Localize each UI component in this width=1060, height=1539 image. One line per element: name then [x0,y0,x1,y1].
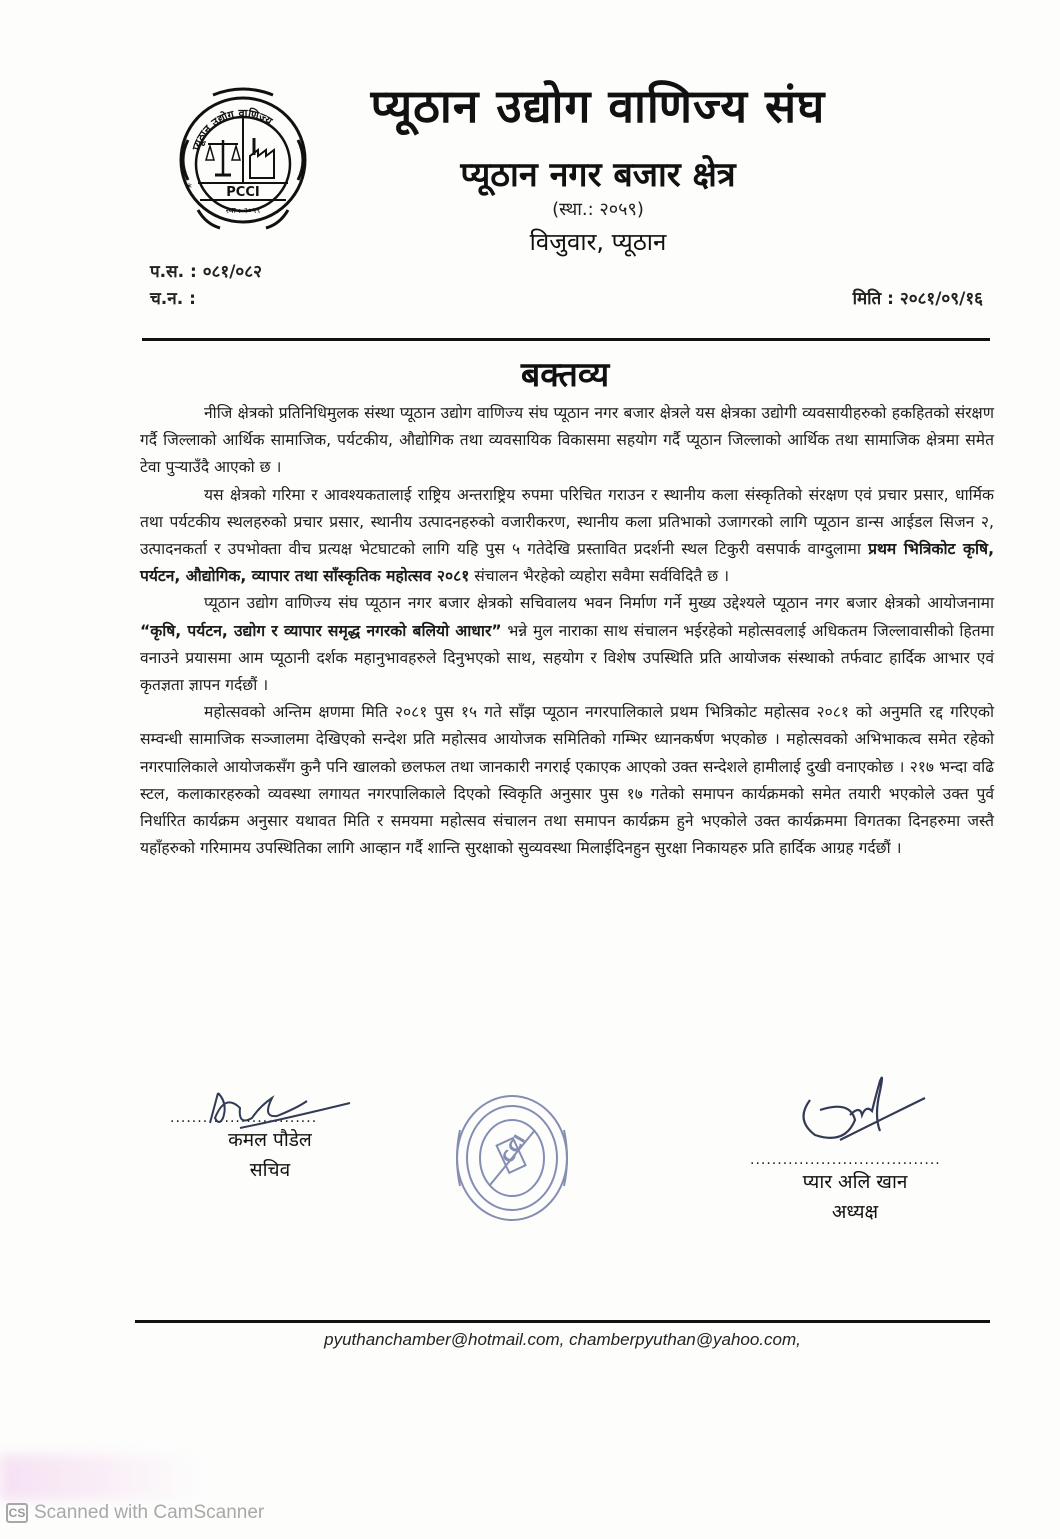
footer-divider [135,1320,990,1323]
paragraph-2-text-b: संचालन भैरहेको व्यहोरा सवैमा सर्वविदितै छ । [469,567,730,586]
chairman-name: प्यार अलि खान [802,1171,908,1193]
pcci-seal-icon [168,80,318,240]
scan-smudge [0,1455,200,1500]
signatory-chairman [750,1070,960,1224]
signature-secretary-icon [200,1078,370,1138]
signature-chairman-icon [790,1070,930,1145]
dispatch-number: च.न. : [150,289,196,309]
svg-text:स्था : २०५९: स्था : २०५९ [225,206,261,215]
paragraph-3 [140,590,994,699]
camscanner-watermark [6,1502,264,1524]
paragraph-2-festival-name: प्रथम भित्रिकोट कृषि, पर्यटन, औद्योगिक, व्यापार तथा साँस्कृतिक महोत्सव २०८१ [140,540,994,586]
svg-text:CCI: CCI [497,1131,530,1167]
org-name: प्यूठान उद्योग वाणिज्य संघ [370,79,826,133]
address: विजुवार, प्यूठान [529,228,667,256]
official-stamp [450,1090,575,1225]
signatory-secretary [170,1110,370,1182]
paragraph-4: महोत्सवको अन्तिम क्षणमा मिति २०८१ पुस १५ गते साँझ प्यूठान नगरपालिकाले प्रथम भित्रिकोट महोत्सव २०८१ को अनुमति रद्द गरिएको सम्वन्धी सामाजिक सञ्जालमा देखिएको सन्देश प्रति महोत्सव आयोजक समितिको गम्भिर ध्यानकर्षण भएकोछ । महोत्सवको अभिभाकत्व समेत रहेको नगरपालिकाले आयोजकसँग कुनै पनि खालको छलफल तथा जानकारी नगराई एकाएक आएको उक्त सन्देशले हामीलाई दुखी वनाएकोछ । २१७ भन्दा वढि स्टल, कलाकारहरुको व्यवस्था लगायत नगरपालिकाले दिएको स्विकृति अनुसार पुस १७ गतेको समापन कार्यक्रमको समेत तयारी भएकोले उक्त पुर्व निर्धारित कार्यक्रम अनुसार यथावत मिति र समयमा महोत्सव संचालन तथा समापन कार्यक्रम हुने भएकोले उक्त कार्यक्रममा विगतका दिनहरुमा जस्तै यहाँहरुको गरिमामय उपस्थितिका लागि आव्हान गर्दै शान्ति सुरक्षाको सुव्यवस्था मिलाईदिनहुन सुरक्षा निकायहरु प्रति हार्दिक आग्रह गर्दछौं । [140,703,994,858]
secretary-name: कमल पौडेल [228,1129,312,1151]
signature-line: ................................... [750,1152,941,1168]
chairman-role: अध्यक्ष [831,1201,879,1223]
svg-text:PCCI: PCCI [226,185,260,200]
secretary-role: सचिव [249,1159,291,1181]
svg-text:प्यूठान उद्योग वाणिज्य: प्यूठान उद्योग वाणिज्य [189,106,275,152]
reference-number: प.स. : ०८१/०८२ [150,262,262,282]
paragraph-2 [140,482,994,591]
paragraph-1: नीजि क्षेत्रको प्रतिनिधिमुलक संस्था प्यूठान उद्योग वाणिज्य संघ प्यूठान नगर बजार क्षेत्रले यस क्षेत्रका उद्योगी व्यवसायीहरुको हकहितको संरक्षण गर्दै जिल्लाको आर्थिक सामाजिक, पर्यटकीय, औद्योगिक तथा व्यवसायिक विकासमा सहयोग गर्दै प्यूठान जिल्लाको आर्थिक तथा सामाजिक क्षेत्रमा समेत टेवा पुऱ्याउँदै आएको छ । [140,404,994,477]
pcci-logo [168,80,318,240]
document-heading: बक्तव्य [520,355,610,395]
paragraph-3-text-b: भन्ने मुल नाराका साथ संचालन भईरहेको महोत्सवलाई अधिकतम जिल्लावासीको हितमा वनाउने प्रयासमा आम प्यूठानी दर्शक महानुभावहरुले दिनुभएको साथ, सहयोग र विशेष उपस्थिति प्रति आयोजक संस्थाको तर्फवाट हार्दिक आभार एवं कृतज्ञता ज्ञापन गर्दछौं । [140,621,995,695]
official-stamp-icon [450,1090,575,1225]
svg-text:*: * [186,181,192,195]
header-divider [142,338,990,341]
established-year: (स्था.: २०५९) [552,199,644,220]
camscanner-logo-icon: CS [6,1503,28,1523]
watermark-text: Scanned with CamScanner [34,1502,265,1523]
paragraph-3-text-a: प्यूठान उद्योग वाणिज्य संघ प्यूठान नगर बजार क्षेत्रको सचिवालय भवन निर्माण गर्ने मुख्य उद्देश्यले प्यूठान नगर बजार क्षेत्रको आयोजनामा [204,594,994,613]
paragraph-2-text-a: यस क्षेत्रको गरिमा र आवश्यकतालाई राष्ट्रिय अन्तराष्ट्रिय रुपमा परिचित गराउन र स्थानीय कला संस्कृतिको संरक्षण एवं प्रचार प्रसार, धार्मिक तथा पर्यटकीय स्थलहरुको प्रचार प्रसार, स्थानीय उत्पादनहरुको वजारीकरण, स्थानीय कला प्रतिभाको उजागरको लागि प्यूठान डान्स आईडल सिजन २, उत्पादनकर्ता र उपभोक्ता वीच प्रत्यक्ष भेटघाटको लागि यहि पुस ५ गतेदेखि प्रस्तावित प्रदर्शनी स्थल टिकुरी वसपार्क वाग्दुलामा [140,485,994,559]
contact-emails: pyuthanchamber@hotmail.com, chamberpyuthan@yahoo.com, [324,1330,801,1349]
signature-line: ........................... [170,1110,318,1126]
letter-date: मिति : २०८१/०९/१६ [852,289,983,309]
statement-body [140,400,994,862]
paragraph-3-slogan: “कृषि, पर्यटन, उद्योग र व्यापार समृद्ध नगरको बलियो आधार” [140,621,502,640]
branch-name: प्यूठान नगर बजार क्षेत्र [460,155,736,195]
